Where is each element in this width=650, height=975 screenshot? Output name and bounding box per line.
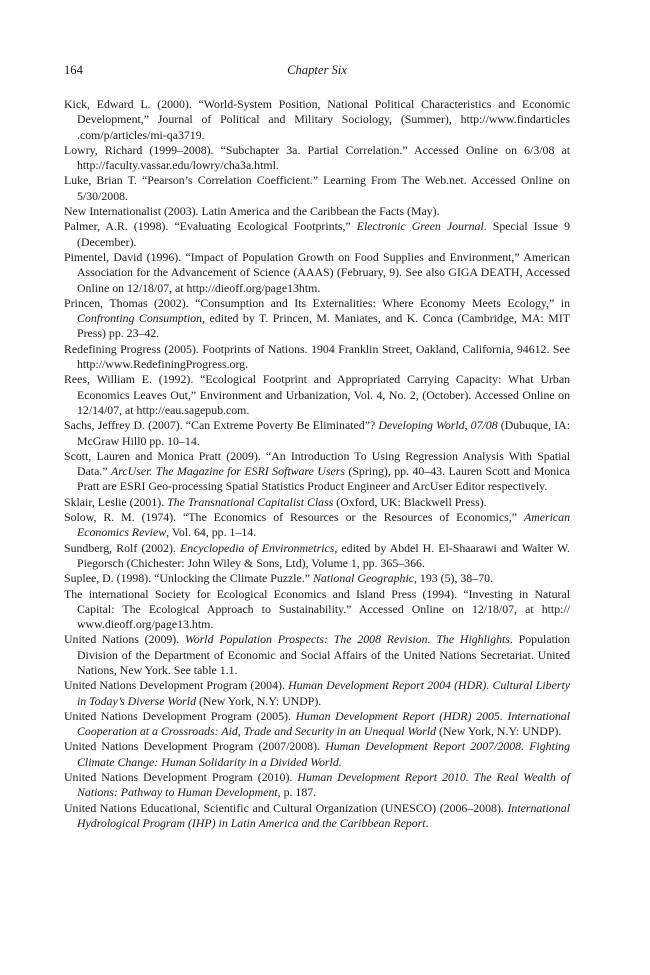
running-header [64,63,570,83]
reference-entry [64,372,570,418]
reference-text: Sundberg, Rolf (2002). [64,540,180,555]
reference-text: Scott, Lauren and Monica Pratt (2009). “An Introduction To Using Regression Analysis With Spatial Data.” [64,448,570,479]
reference-entry [64,801,570,832]
chapter-title: Chapter Six [287,63,347,77]
reference-entry [64,632,570,678]
reference-title-italic: Human Development Report 2004 (HDR). Cultural Liberty in Today’s Diverse World [77,678,571,708]
reference-text: (New York, N.Y: UNDP). [436,724,562,739]
reference-text: . Population Division of the Department of Economic and Social Affairs of the United Nations Secretariat. United Nations, New York. See table 1.1. [77,632,571,677]
reference-entry [64,571,570,586]
reference-text: Kick, Edward L. (2000). “World-System Position, National Political Characteristics and Economic Development,” Journal of Political and Military Sociology, (Summer), http://www.findarticles .com/p/articles/mi-qa3719. [64,97,570,142]
reference-entry [64,510,570,541]
reference-entry [64,770,570,801]
reference-entry [64,449,570,495]
reference-entry [64,143,570,174]
reference-entry [64,541,570,572]
reference-text: United Nations (2009). [64,632,185,647]
reference-text: Suplee, D. (1998). “Unlocking the Climate Puzzle.” [64,571,313,586]
reference-text: (Dubuque, IA: McGraw Hill0 pp. 10–14. [77,418,570,448]
reference-title-italic: Human Development Report 2010. The Real Wealth of Nations: Pathway to Human Development, [77,770,571,800]
reference-text: Rees, William E. (1992). “Ecological Footprint and Appropriated Carrying Capacity: What Urban Economics Leaves Out,” Environment and Urbanization, Vol. 4, No. 2, (October). Accessed Online on 12/14/07, at http://eau.sagepub.com. [64,372,570,417]
reference-title-italic: The Transnational Capitalist Class [167,494,334,509]
reference-text: United Nations Development Program (2005). [64,708,296,723]
reference-text: Luke, Brian T. “Pearson’s Correlation Coefficient.” Learning From The Web.net. Accessed Online on 5/30/2008. [64,173,570,203]
reference-text: Pimentel, David (1996). “Impact of Population Growth on Food Supplies and Environment,” American Association for the Advancement of Science (AAAS) (February, 9). See also GIGA DEATH, Accessed Online on 12/18/07, at http://dieoff.org/page13htm. [64,249,570,295]
reference-entry [64,250,570,296]
reference-text: The international Society for Ecological Economics and Island Press (1994). “Investing in Natural Capital: The Ecological Approach to Sustainability.” Accessed Online on 12/18/07, at http:// www.dieoff.org/page13.htm. [64,586,570,632]
reference-text: . [425,815,429,830]
reference-entry [64,342,570,373]
reference-title-italic: World Population Prospects: The 2008 Revision. The Highlights [185,632,510,647]
reference-title-italic: Electronic Green Journal [356,219,484,234]
reference-list [64,97,570,831]
page-number: 164 [64,63,83,77]
reference-text: United Nations Development Program (2004). [64,678,289,693]
reference-text: (New York, N.Y: UNDP). [196,693,322,708]
reference-title-italic: American Economics Review [77,510,570,540]
reference-text: , edited by Abdel H. El-Shaarawi and Walter W. Piegorsch (Chichester: John Wiley & Sons, Ltd), Volume 1, pp. 365–366. [77,540,571,570]
reference-title-italic: Confronting Consumption [77,311,203,326]
reference-entry [64,219,570,250]
reference-text: . Special Issue 9 (December). [77,219,570,249]
reference-entry [64,678,570,709]
reference-entry [64,587,570,633]
reference-entry [64,296,570,342]
reference-entry [64,204,570,219]
reference-text: (Oxford, UK: Blackwell Press). [333,494,487,509]
reference-text: Sklair, Leslie (2001). [64,494,168,509]
reference-title-italic: International Hydrological Program (IHP) in Latin America and the Caribbean Report [77,800,570,830]
reference-title-italic: ArcUser. The Magazine for ESRI Software Users [111,464,345,479]
reference-title-italic: Encyclopedia of Environmetrics [179,540,335,555]
reference-text: Redefining Progress (2005). Footprints of Nations. 1904 Franklin Street, Oakland, California, 94612. See http://www.RedefiningProgress.org. [64,341,570,372]
reference-title-italic: Human Development Report (HDR) 2005. International Cooperation at a Crossroads: Aid, Trade and Security in an Unequal World [77,708,570,739]
reference-text: United Nations Development Program (2007/2008). [64,739,326,754]
reference-text: New Internationalist (2003). Latin America and the Caribbean the Facts (May). [64,204,440,219]
reference-entry [64,495,570,510]
reference-entry [64,173,570,204]
reference-text: , edited by T. Princen, M. Maniates, and K. Conca (Cambridge, MA: MIT Press) pp. 23–42. [77,311,570,341]
reference-title-italic: Developing World, 07/08 [378,418,498,433]
reference-text: United Nations Development Program (2010). [64,770,298,785]
reference-entry [64,97,570,143]
reference-title-italic: Human Development Report 2007/2008. Fighting Climate Change: Human Solidarity in a Divided World. [77,739,570,769]
reference-text: Lowry, Richard (1999–2008). “Subchapter 3a. Partial Correlation.” Accessed Online on 6/3/08 at http://faculty.vassar.edu/lowry/cha3a.html. [64,142,570,173]
reference-entry [64,418,570,449]
reference-text: p. 187. [280,785,317,800]
reference-text: United Nations Educational, Scientific and Cultural Organization (UNESCO) (2006–2008). [64,800,508,815]
reference-text: , 193 (5), 38–70. [414,571,493,586]
reference-entry [64,739,570,770]
reference-text: (Spring), pp. 40–43. Lauren Scott and Monica Pratt are ESRI Geo-processing Spatial Statistics Product Engineer and ArcUser Editor respectively. [77,464,570,494]
reference-title-italic: National Geographic [313,571,414,586]
reference-text: Palmer, A.R. (1998). “Evaluating Ecological Footprints,” [64,219,357,234]
reference-entry [64,709,570,740]
reference-text: , Vol. 64, pp. 1–14. [166,525,257,540]
reference-text: Sachs, Jeffrey D. (2007). “Can Extreme Poverty Be Eliminated”? [64,418,379,433]
reference-text: Solow, R. M. (1974). “The Economics of Resources or the Resources of Economics,” [64,510,524,525]
reference-text: Princen, Thomas (2002). “Consumption and Its Externalities: Where Economy Meets Ecology,” in [64,295,570,310]
